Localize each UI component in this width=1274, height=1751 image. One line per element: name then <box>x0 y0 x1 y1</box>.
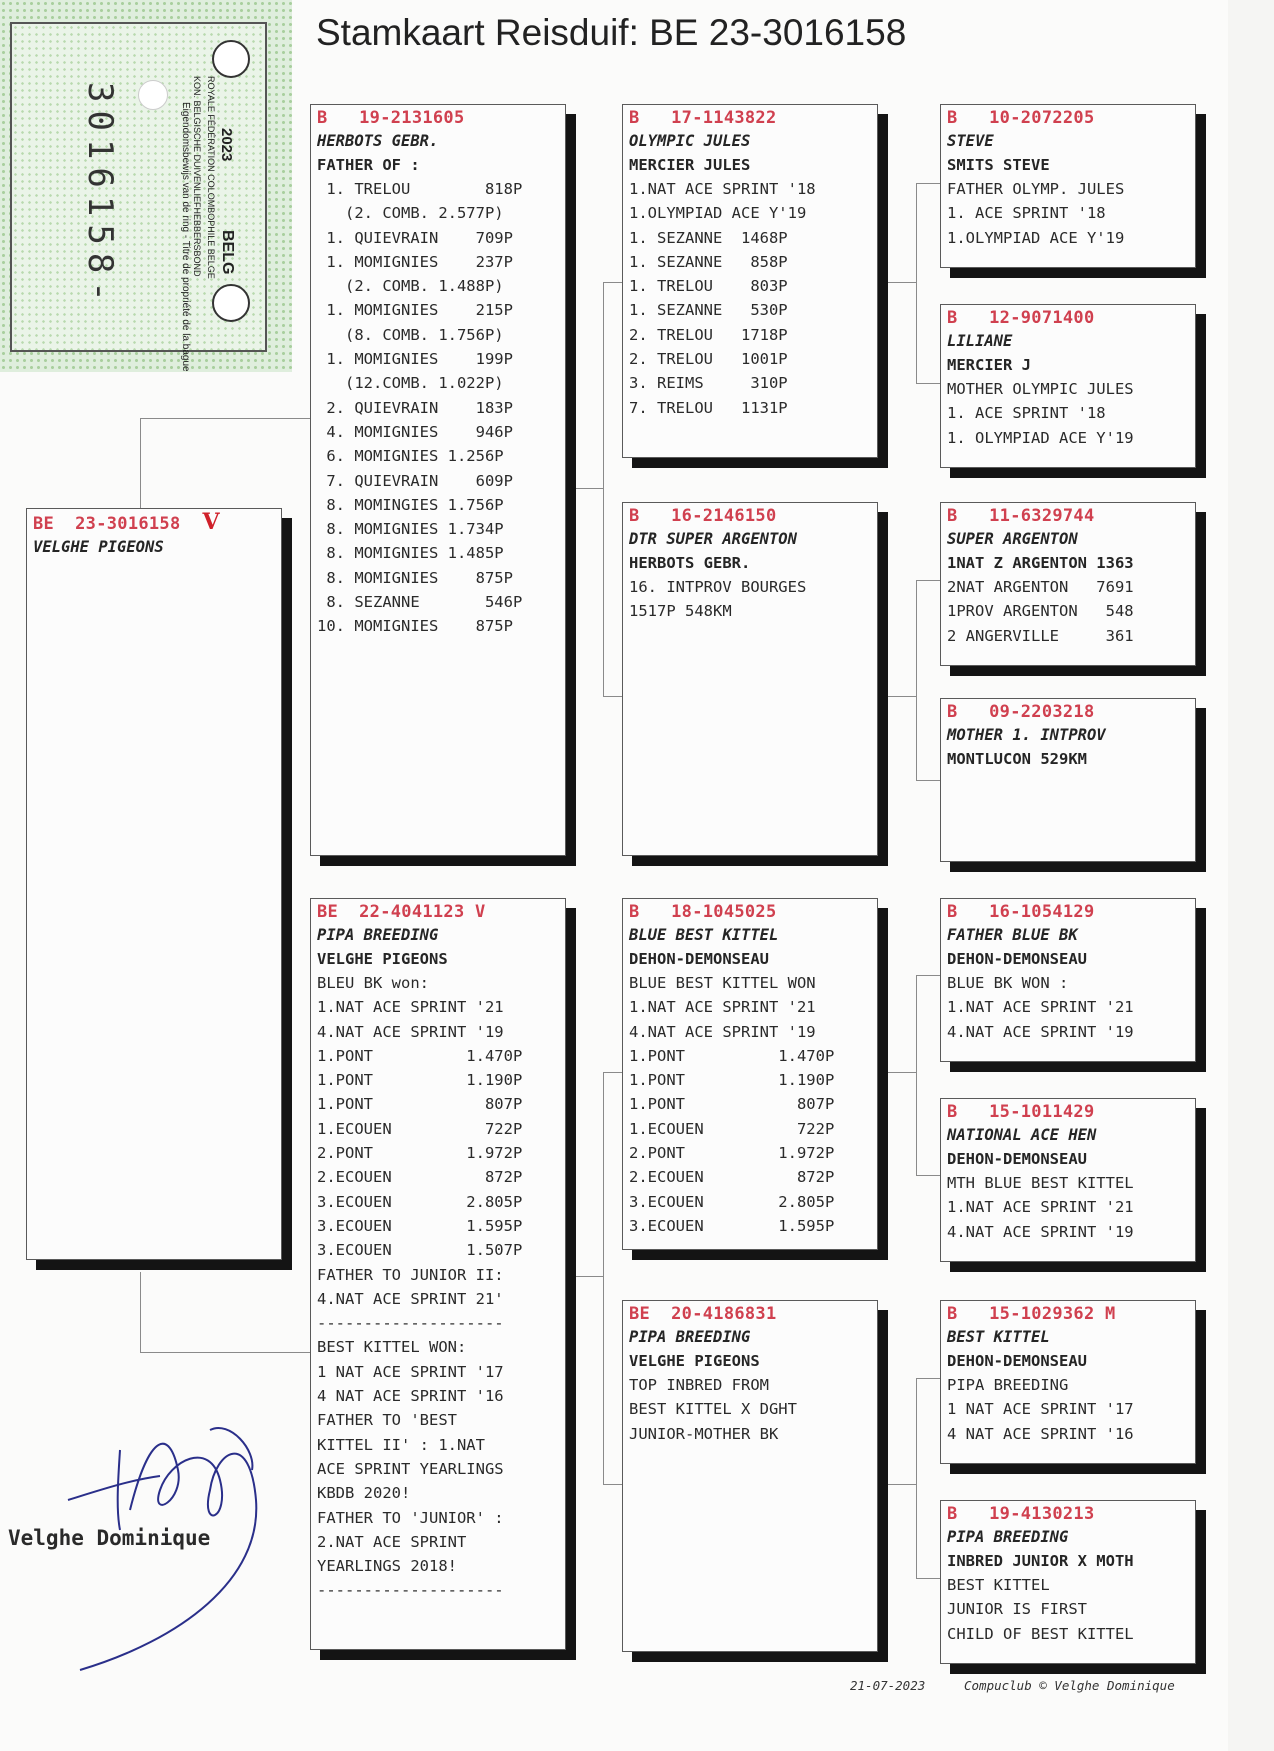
card-line: FATHER OF : <box>317 156 420 174</box>
ring-number: B 09-2203218 <box>947 702 1095 722</box>
card-text <box>947 923 1189 1044</box>
card-line: -------------------- <box>317 1581 504 1600</box>
connector <box>916 1378 917 1578</box>
sdd-card <box>940 698 1196 862</box>
federation-emblem-icon <box>212 40 250 78</box>
connector <box>885 282 917 283</box>
card-line: BEST KITTEL <box>947 1576 1050 1594</box>
connector <box>885 1484 917 1485</box>
connector <box>916 975 940 976</box>
page-title: Stamkaart Reisduif: BE 23-3016158 <box>316 12 907 53</box>
card-line: (12.COMB. 1.022P) <box>317 374 504 393</box>
ticket-federation-nl: KON. BELGISCHE DUIVENLIEFHEBBERSBOND <box>192 76 202 277</box>
card-line: 1. SEZANNE 530P <box>629 301 788 320</box>
card-line: 3.ECOUEN 1.595P <box>629 1216 835 1235</box>
connector <box>140 418 310 419</box>
dds-card <box>940 1300 1196 1464</box>
ring-number: B 18-1045025 <box>629 902 777 922</box>
card-text <box>629 1325 871 1446</box>
card-line: 3.ECOUEN 1.595P <box>317 1216 523 1235</box>
card-line: HERBOTS GEBR. <box>629 554 751 572</box>
card-line: 1.NAT ACE SPRINT '21 <box>947 1198 1134 1217</box>
footer-credit: Compuclub © Velghe Dominique <box>964 1678 1175 1693</box>
card-line: YEARLINGS 2018! <box>317 1557 457 1576</box>
card-line: 1NAT Z ARGENTON 1363 <box>947 554 1134 572</box>
ring-number: B 19-4130213 <box>947 1504 1095 1524</box>
card-line: DEHON-DEMONSEAU <box>947 1352 1087 1370</box>
card-line: 1. MOMIGNIES 199P <box>317 350 513 369</box>
card-line: 2. TRELOU 1718P <box>629 325 788 344</box>
dam-sire-card <box>622 898 878 1250</box>
ticket-caption: Eigendomsbewijs van de ring - Titre de propriété de la bague <box>180 102 191 372</box>
card-line: 8. SEZANNE 546P <box>317 593 523 612</box>
card-line: 4.NAT ACE SPRINT '19 <box>629 1022 816 1041</box>
card-line: 16. INTPROV BOURGES <box>629 578 807 596</box>
ticket-year: 2023 <box>218 128 235 162</box>
card-line: 1.PONT 1.470P <box>629 1046 835 1065</box>
subject-pigeon-card <box>26 508 282 1260</box>
card-line: 1.ECOUEN 722P <box>629 1119 835 1138</box>
card-line: SUPER ARGENTON <box>947 530 1078 548</box>
card-line: 1.NAT ACE SPRINT '18 <box>629 180 816 198</box>
card-line: 2. QUIEVRAIN 183P <box>317 398 513 417</box>
card-line: 1. TRELOU 818P <box>317 180 523 198</box>
owner-name: Velghe Dominique <box>8 1526 211 1550</box>
sire-sire-card <box>622 104 878 458</box>
dam-card <box>310 898 566 1650</box>
ring-number: BE 23-3016158 V <box>33 509 220 535</box>
connector <box>916 1378 940 1379</box>
card-line: 2 ANGERVILLE 361 <box>947 626 1134 645</box>
card-line: MONTLUCON 529KM <box>947 750 1087 768</box>
connector <box>603 1072 604 1484</box>
card-line: BEST KITTEL X DGHT <box>629 1400 797 1419</box>
card-line: 4. MOMIGNIES 946P <box>317 422 513 441</box>
connector <box>603 282 604 696</box>
connector <box>603 1484 623 1485</box>
card-text <box>947 1123 1189 1244</box>
card-line: 1.NAT ACE SPRINT '21 <box>629 998 816 1017</box>
card-line: 7. TRELOU 1131P <box>629 398 788 417</box>
ticket-number: 3016158- <box>80 82 120 310</box>
connector <box>603 282 623 283</box>
card-line: 3. REIMS 310P <box>629 374 788 393</box>
card-line: DTR SUPER ARGENTON <box>629 530 797 548</box>
card-line: SMITS STEVE <box>947 156 1050 174</box>
card-text <box>947 723 1189 771</box>
card-line: 1. SEZANNE 858P <box>629 252 788 271</box>
handwritten-signature <box>60 1410 320 1690</box>
card-line: JUNIOR-MOTHER BK <box>629 1424 779 1443</box>
card-text <box>629 527 871 624</box>
card-line: DEHON-DEMONSEAU <box>947 1150 1087 1168</box>
connector <box>576 1276 604 1277</box>
card-line: VELGHE PIGEONS <box>33 538 164 556</box>
card-line: -------------------- <box>317 1314 504 1333</box>
ring-number: B 15-1029362 M <box>947 1304 1116 1324</box>
card-line: 2. TRELOU 1001P <box>629 350 788 369</box>
ssd-card <box>940 304 1196 468</box>
card-line: 1.PONT 1.470P <box>317 1046 523 1065</box>
card-line: 1.PONT 807P <box>317 1095 523 1114</box>
connector <box>140 1272 141 1352</box>
dam-dam-card <box>622 1300 878 1652</box>
ring-number: BE 22-4041123 V <box>317 902 486 922</box>
card-line: MTH BLUE BEST KITTEL <box>947 1174 1134 1192</box>
card-line: 4.NAT ACE SPRINT '19 <box>947 1222 1134 1241</box>
card-line: 1. MOMIGNIES 237P <box>317 252 513 271</box>
connector <box>885 696 917 697</box>
card-line: 1.OLYMPIAD ACE Y'19 <box>629 204 807 223</box>
connector <box>885 1072 917 1073</box>
card-line: 1. MOMIGNIES 215P <box>317 301 513 320</box>
card-line: 3.ECOUEN 2.805P <box>629 1192 835 1211</box>
card-line: 10. MOMIGNIES 875P <box>317 617 513 636</box>
ring-number: B 19-2131605 <box>317 108 465 128</box>
card-line: 2.PONT 1.972P <box>317 1144 523 1163</box>
card-line: 1.NAT ACE SPRINT '21 <box>947 998 1134 1017</box>
card-line: 1517P 548KM <box>629 602 732 621</box>
card-line: 4.NAT ACE SPRINT '19 <box>947 1022 1134 1041</box>
card-line: 8. MOMINGIES 1.756P <box>317 495 504 514</box>
card-text <box>33 535 275 559</box>
ddd-card <box>940 1500 1196 1664</box>
card-line: (2. COMB. 1.488P) <box>317 277 504 296</box>
card-line: BLUE BK WON : <box>947 974 1069 992</box>
card-line: FATHER TO 'JUNIOR' : <box>317 1508 504 1527</box>
card-line: 4.NAT ACE SPRINT '19 <box>317 1022 504 1041</box>
card-line: 1. OLYMPIAD ACE Y'19 <box>947 428 1134 447</box>
card-line: 6. MOMIGNIES 1.256P <box>317 447 504 466</box>
card-line: PIPA BREEDING <box>947 1528 1069 1546</box>
card-line: 2NAT ARGENTON 7691 <box>947 578 1134 596</box>
card-line: (2. COMB. 2.577P) <box>317 204 504 223</box>
connector <box>916 975 917 1175</box>
punch-hole <box>138 80 168 110</box>
card-line: 1. SEZANNE 1468P <box>629 228 788 247</box>
connector <box>140 1352 310 1353</box>
card-line: BEST KITTEL WON: <box>317 1338 467 1357</box>
card-line: 2.NAT ACE SPRINT <box>317 1532 467 1551</box>
card-line: LILIANE <box>947 332 1013 350</box>
card-line: MOTHER OLYMPIC JULES <box>947 380 1134 398</box>
card-line: FATHER OLYMP. JULES <box>947 180 1125 198</box>
connector <box>603 696 623 697</box>
card-text <box>947 329 1189 450</box>
card-line: 1.PONT 807P <box>629 1095 835 1114</box>
card-line: 1.ECOUEN 722P <box>317 1119 523 1138</box>
card-line: 1. ACE SPRINT '18 <box>947 404 1106 423</box>
card-text <box>947 1525 1189 1646</box>
card-line: 4 NAT ACE SPRINT '16 <box>317 1387 504 1406</box>
card-line: 1.PONT 1.190P <box>629 1071 835 1090</box>
dsd-card <box>940 1098 1196 1262</box>
card-line: MERCIER J <box>947 356 1031 374</box>
card-text <box>317 923 559 1603</box>
card-line: KBDB 2020! <box>317 1484 411 1503</box>
card-line: PIPA BREEDING <box>947 1376 1069 1394</box>
card-text <box>947 527 1189 648</box>
card-text <box>947 1325 1189 1446</box>
card-line: TOP INBRED FROM <box>629 1376 769 1394</box>
ring-ownership-ticket <box>0 0 292 372</box>
card-line: 1. TRELOU 803P <box>629 277 788 296</box>
card-line: 4 NAT ACE SPRINT '16 <box>947 1424 1134 1443</box>
card-line: 1.NAT ACE SPRINT '21 <box>317 998 504 1017</box>
ticket-federation-fr: ROYALE FÉDÉRATION COLOMBOPHILE BELGE <box>206 76 216 279</box>
connector <box>916 580 917 780</box>
card-line: VELGHE PIGEONS <box>629 1352 760 1370</box>
card-line: OLYMPIC JULES <box>629 132 751 150</box>
card-line: PIPA BREEDING <box>629 1328 751 1346</box>
card-line: INBRED JUNIOR X MOTH <box>947 1552 1134 1570</box>
ring-number: BE 20-4186831 <box>629 1304 777 1324</box>
card-line: PIPA BREEDING <box>317 926 439 944</box>
ticket-country: BELG <box>219 230 236 275</box>
card-line: FATHER TO 'BEST <box>317 1411 457 1430</box>
card-line: 1 NAT ACE SPRINT '17 <box>317 1362 504 1381</box>
ticket-frame <box>10 22 267 372</box>
ring-number: B 12-9071400 <box>947 308 1095 328</box>
card-line: BLUE BEST KITTEL WON <box>629 974 816 992</box>
card-line: FATHER TO JUNIOR II: <box>317 1265 504 1284</box>
card-line: VELGHE PIGEONS <box>317 950 448 968</box>
card-line: 8. MOMIGNIES 875P <box>317 568 513 587</box>
card-line: STEVE <box>947 132 994 150</box>
ring-number: B 15-1011429 <box>947 1102 1095 1122</box>
card-line: KITTEL II' : 1.NAT <box>317 1435 485 1454</box>
card-line: 1 NAT ACE SPRINT '17 <box>947 1400 1134 1419</box>
ring-number: B 16-2146150 <box>629 506 777 526</box>
card-line: DEHON-DEMONSEAU <box>947 950 1087 968</box>
card-line: 1. ACE SPRINT '18 <box>947 204 1106 223</box>
connector <box>576 488 604 489</box>
card-line: (8. COMB. 1.756P) <box>317 325 504 344</box>
card-line: BEST KITTEL <box>947 1328 1050 1346</box>
card-line: 1.PONT 1.190P <box>317 1071 523 1090</box>
card-line: 8. MOMIGNIES 1.485P <box>317 544 504 563</box>
card-line: MERCIER JULES <box>629 156 751 174</box>
checkmark-icon: V <box>202 509 220 535</box>
card-line: FATHER BLUE BK <box>947 926 1078 944</box>
connector <box>916 580 940 581</box>
card-line: HERBOTS GEBR. <box>317 132 439 150</box>
connector <box>916 183 940 184</box>
connector <box>916 183 917 383</box>
card-line: BLUE BEST KITTEL <box>629 926 779 944</box>
card-line: 8. MOMIGNIES 1.734P <box>317 520 504 539</box>
card-text <box>629 923 871 1238</box>
card-text <box>629 129 871 420</box>
ring-number: B 16-1054129 <box>947 902 1095 922</box>
card-line: 3.ECOUEN 2.805P <box>317 1192 523 1211</box>
connector <box>916 780 940 781</box>
card-line: 3.ECOUEN 1.507P <box>317 1241 523 1260</box>
card-line: 2.ECOUEN 872P <box>629 1168 835 1187</box>
card-text <box>947 129 1189 250</box>
footer-date: 21-07-2023 <box>850 1678 926 1693</box>
sds-card <box>940 502 1196 666</box>
card-line: 7. QUIEVRAIN 609P <box>317 471 513 490</box>
card-line: 2.ECOUEN 872P <box>317 1168 523 1187</box>
card-line: DEHON-DEMONSEAU <box>629 950 769 968</box>
sire-dam-card <box>622 502 878 856</box>
card-line: 1PROV ARGENTON 548 <box>947 602 1134 621</box>
card-line: 2.PONT 1.972P <box>629 1144 835 1163</box>
dss-card <box>940 898 1196 1062</box>
card-line: ACE SPRINT YEARLINGS <box>317 1459 504 1478</box>
connector <box>603 1072 623 1073</box>
connector <box>916 1175 940 1176</box>
connector <box>140 418 141 510</box>
card-line: 4.NAT ACE SPRINT 21' <box>317 1289 504 1308</box>
card-line: CHILD OF BEST KITTEL <box>947 1624 1134 1643</box>
sire-card <box>310 104 566 856</box>
card-line: 1.OLYMPIAD ACE Y'19 <box>947 228 1125 247</box>
card-text <box>317 129 559 639</box>
card-line: MOTHER 1. INTPROV <box>947 726 1106 744</box>
ring-number: B 10-2072205 <box>947 108 1095 128</box>
ring-number: B 17-1143822 <box>629 108 777 128</box>
card-line: BLEU BK won: <box>317 974 429 992</box>
card-line: NATIONAL ACE HEN <box>947 1126 1097 1144</box>
connector <box>916 383 940 384</box>
ring-number: B 11-6329744 <box>947 506 1095 526</box>
connector <box>916 1578 940 1579</box>
card-line: JUNIOR IS FIRST <box>947 1600 1087 1619</box>
globe-emblem-icon <box>212 284 250 322</box>
card-line: 1. QUIEVRAIN 709P <box>317 228 513 247</box>
sss-card <box>940 104 1196 268</box>
